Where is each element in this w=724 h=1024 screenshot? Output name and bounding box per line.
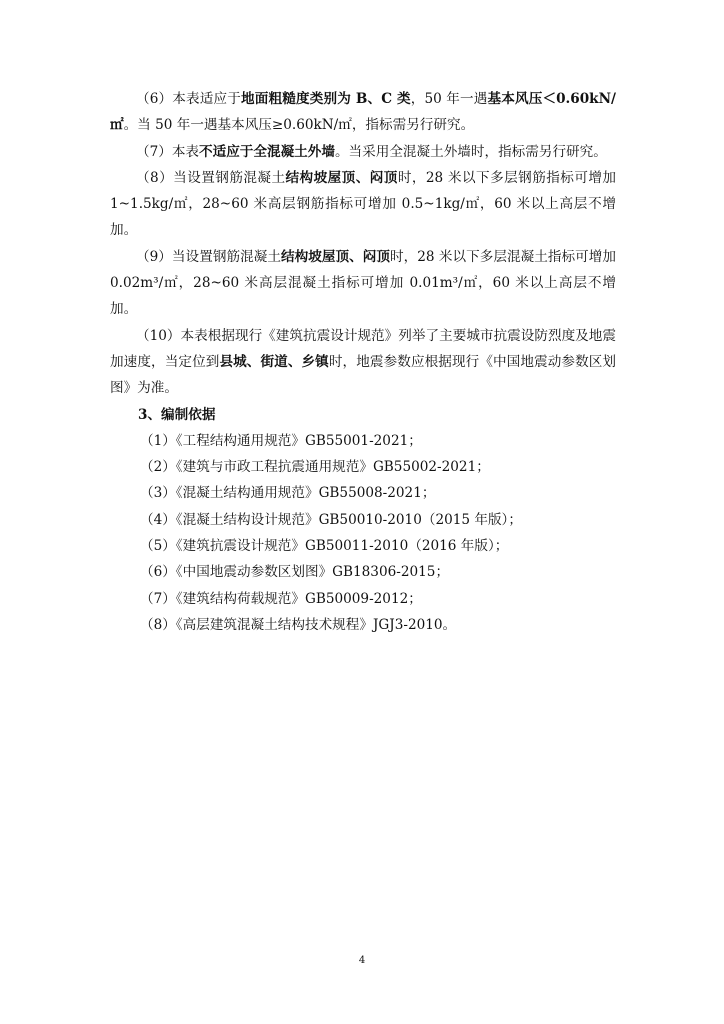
- reference-item: （8）《高层建筑混凝土结构技术规程》JGJ3-2010。: [140, 616, 457, 633]
- note-text: （6）本表适应于: [136, 91, 242, 107]
- reference-item: （2）《建筑与市政工程抗震通用规范》GB55002-2021；: [140, 459, 490, 476]
- note-text: 。当采用全混凝土外墙时，指标需另行研究。: [334, 143, 607, 160]
- note-8: [110, 165, 616, 244]
- note-10: [110, 323, 616, 402]
- page-number: 4: [358, 955, 366, 966]
- note-text: ，50 年一遇: [410, 91, 488, 107]
- note-text: （10）本表根据现行《建筑抗震设计规范》列举了主要城市抗震设防烈度及地震加速度，当定位到: [110, 327, 616, 370]
- reference-item: （7）《建筑结构荷载规范》GB50009-2012；: [140, 590, 422, 607]
- note-text: 时，28 米以下多层混凝土指标可增加 0.02m³/㎡，28~60 米高层混凝土指标可增加 0.01m³/㎡，60 米以上高层不增加。: [110, 248, 616, 318]
- note-bold-text: 地面粗糙度类别为 B、C 类: [241, 91, 411, 107]
- note-bold-text: 不适应于全混凝土外墙: [199, 143, 335, 160]
- note-bold-text: 基本风压＜0.60kN/㎡: [110, 91, 616, 134]
- page-content: [110, 86, 616, 638]
- note-7: [110, 139, 616, 165]
- note-text: （7）本表: [136, 143, 200, 160]
- note-text: 。当 50 年一遇基本风压≥0.60kN/㎡，指标需另行研究。: [123, 117, 475, 134]
- note-text: （9）当设置钢筋混凝土: [136, 248, 281, 265]
- reference-item: （5）《建筑抗震设计规范》GB50011-2010（2016 年版）；: [140, 538, 509, 555]
- note-text: 时，28 米以下多层钢筋指标可增加 1~1.5kg/㎡，28~60 米高层钢筋指标可增加 0.5~1kg/㎡，60 米以上高层不增加。: [110, 169, 617, 239]
- note-9: [110, 244, 616, 323]
- note-bold-text: 结构坡屋顶、闷顶: [285, 169, 398, 186]
- reference-item: （6）《中国地震动参数区划图》GB18306-2015；: [140, 564, 450, 581]
- reference-item: （3）《混凝土结构通用规范》GB55008-2021；: [140, 485, 436, 502]
- reference-item: （1）《工程结构通用规范》GB55001-2021；: [140, 432, 422, 449]
- note-text: （8）当设置钢筋混凝土: [136, 169, 286, 186]
- note-6: [110, 86, 616, 139]
- section-heading: 3、编制依据: [138, 406, 216, 423]
- note-bold-text: 县城、街道、乡镇: [219, 353, 329, 370]
- reference-item: （4）《混凝土结构设计规范》GB50010-2010（2015 年版）；: [140, 511, 522, 528]
- note-bold-text: 结构坡屋顶、闷顶: [280, 248, 390, 265]
- note-text: 时，地震参数应根据现行《中国地震动参数区划图》为准。: [110, 353, 617, 397]
